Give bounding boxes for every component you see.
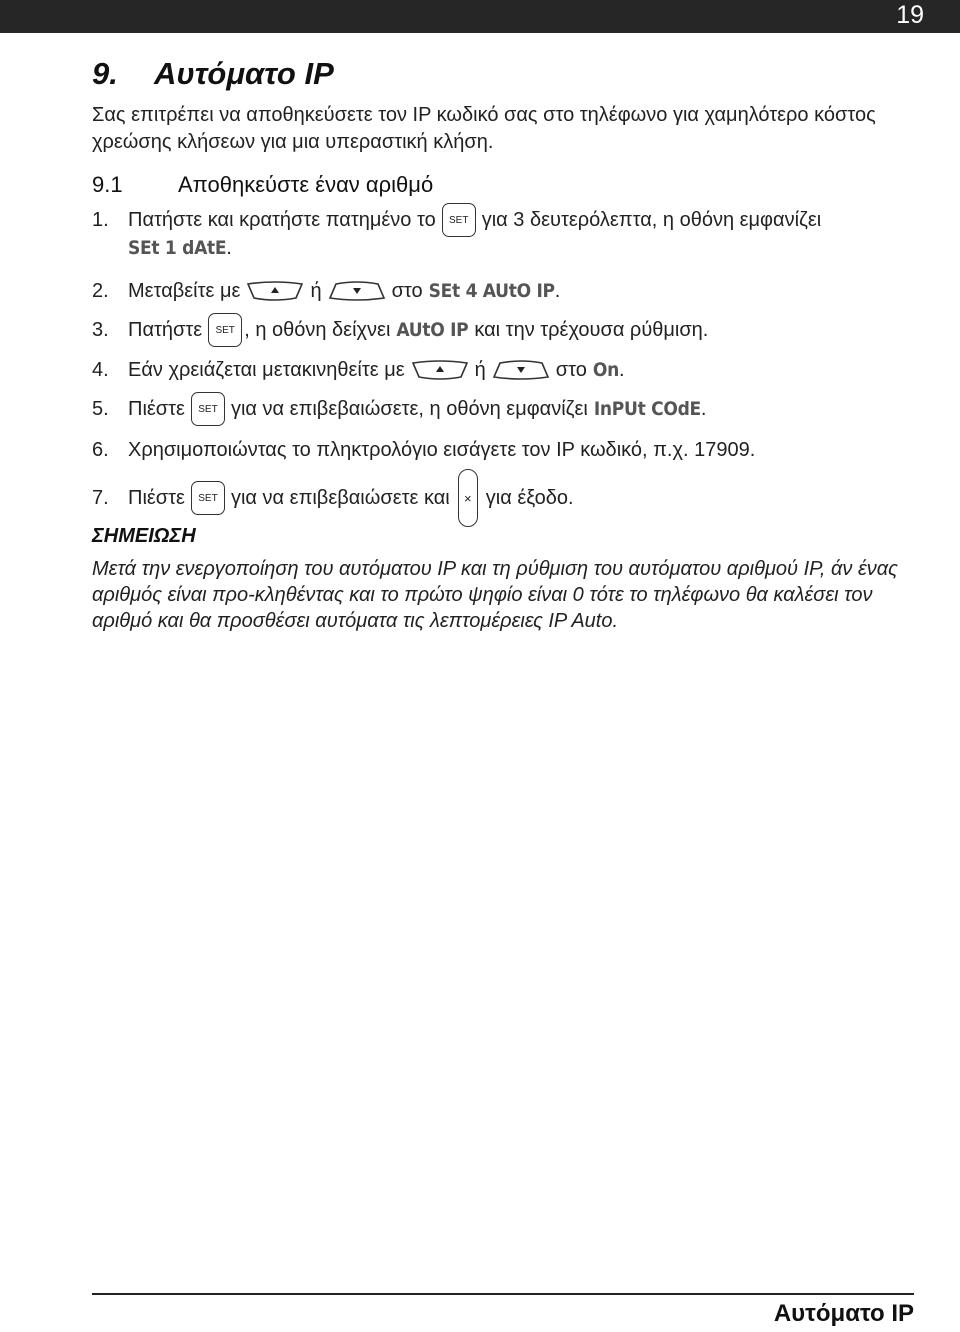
step-text: . xyxy=(554,279,561,302)
set-key-icon: SET xyxy=(442,203,476,237)
set-key-icon: SET xyxy=(191,392,225,426)
step-text: Πατήστε και κρατήστε πατημένο το xyxy=(128,208,436,231)
step-text: για να επιβεβαιώσετε, η οθόνη εμφανίζει xyxy=(230,397,588,420)
step-4 xyxy=(92,352,625,388)
step-number: 3. xyxy=(92,318,109,341)
step-number: 4. xyxy=(92,358,109,381)
nav-up-key-icon xyxy=(411,360,469,380)
section-intro: Σας επιτρέπει να αποθηκεύσετε τον IP κωδικό σας στο τηλέφωνο για χαμηλότερο κόστος χρεώσης κλήσεων για μια υπεραστική κλήση. xyxy=(92,104,876,153)
subsection-number: 9.1 xyxy=(92,172,123,197)
set-key-icon: SET xyxy=(191,481,225,515)
step-number: 6. xyxy=(92,438,109,461)
section-title xyxy=(92,56,334,92)
step-6 xyxy=(92,432,755,468)
step-1-continued xyxy=(128,230,232,266)
section-title-text: Αυτόματο IP xyxy=(154,56,334,91)
step-text: , η οθόνη δείχνει xyxy=(244,318,391,341)
step-text: στο xyxy=(391,279,423,302)
step-number: 2. xyxy=(92,279,109,302)
step-text: και την τρέχουσα ρύθμιση. xyxy=(474,318,709,341)
header-bar xyxy=(0,0,960,33)
set-key-icon: SET xyxy=(208,313,242,347)
cancel-key-icon: × xyxy=(458,469,478,527)
step-text: για έξοδο. xyxy=(485,486,574,509)
page-number: 19 xyxy=(896,1,924,29)
footer-divider xyxy=(92,1293,914,1295)
step-2 xyxy=(92,273,560,309)
lcd-text: SEt 4 AUtO IP xyxy=(428,280,555,302)
step-number: 7. xyxy=(92,486,109,509)
step-3 xyxy=(92,312,708,348)
note-heading: ΣΗΜΕΙΩΣΗ xyxy=(92,525,196,547)
step-text: για 3 δευτερόλεπτα, η οθόνη εμφανίζει xyxy=(481,208,822,231)
footer-label: Αυτόματο IP xyxy=(773,1300,914,1327)
lcd-text: AUtO IP xyxy=(396,319,469,341)
step-text: . xyxy=(226,236,232,259)
lcd-text: On xyxy=(592,359,619,381)
step-text: Πιέστε xyxy=(128,397,185,420)
nav-down-key-icon xyxy=(492,360,550,380)
step-text: για να επιβεβαιώσετε και xyxy=(230,486,450,509)
subsection-title xyxy=(92,172,433,198)
nav-up-key-icon xyxy=(246,281,304,301)
step-number: 5. xyxy=(92,397,109,420)
lcd-text: SEt 1 dAtE xyxy=(128,237,227,259)
step-text: Πιέστε xyxy=(128,486,185,509)
lcd-text: InPUt COdE xyxy=(593,398,701,420)
step-text: ή xyxy=(310,279,322,302)
subsection-title-text: Αποθηκεύστε έναν αριθμό xyxy=(178,172,434,197)
step-text: στο xyxy=(555,358,587,381)
step-7 xyxy=(92,468,574,528)
step-5 xyxy=(92,391,706,427)
step-number: 1. xyxy=(92,208,109,231)
section-number: 9. xyxy=(92,56,118,91)
step-text: Εάν χρειάζεται μετακινηθείτε με xyxy=(128,358,405,381)
step-text: Πατήστε xyxy=(128,318,203,341)
step-text: . xyxy=(700,397,707,420)
step-text: Μεταβείτε με xyxy=(128,279,241,302)
step-text: Χρησιμοποιώντας το πληκτρολόγιο εισάγετε τον IP κωδικό, π.χ. 17909. xyxy=(128,438,756,461)
step-text: . xyxy=(618,358,625,381)
step-text: ή xyxy=(474,358,486,381)
note-text: Μετά την ενεργοποίηση του αυτόματου IP και τη ρύθμιση του αυτόματου αριθμού IP, άν ένας αριθμός είναι προ-κληθέντας και το πρώτο ψηφίο είναι 0 τότε το τηλέφωνο θα καλέσει τον αριθμό και θα προσθέσει αυτόματα τις λεπτομέρειες IP Auto. xyxy=(92,558,898,632)
nav-down-key-icon xyxy=(328,281,386,301)
